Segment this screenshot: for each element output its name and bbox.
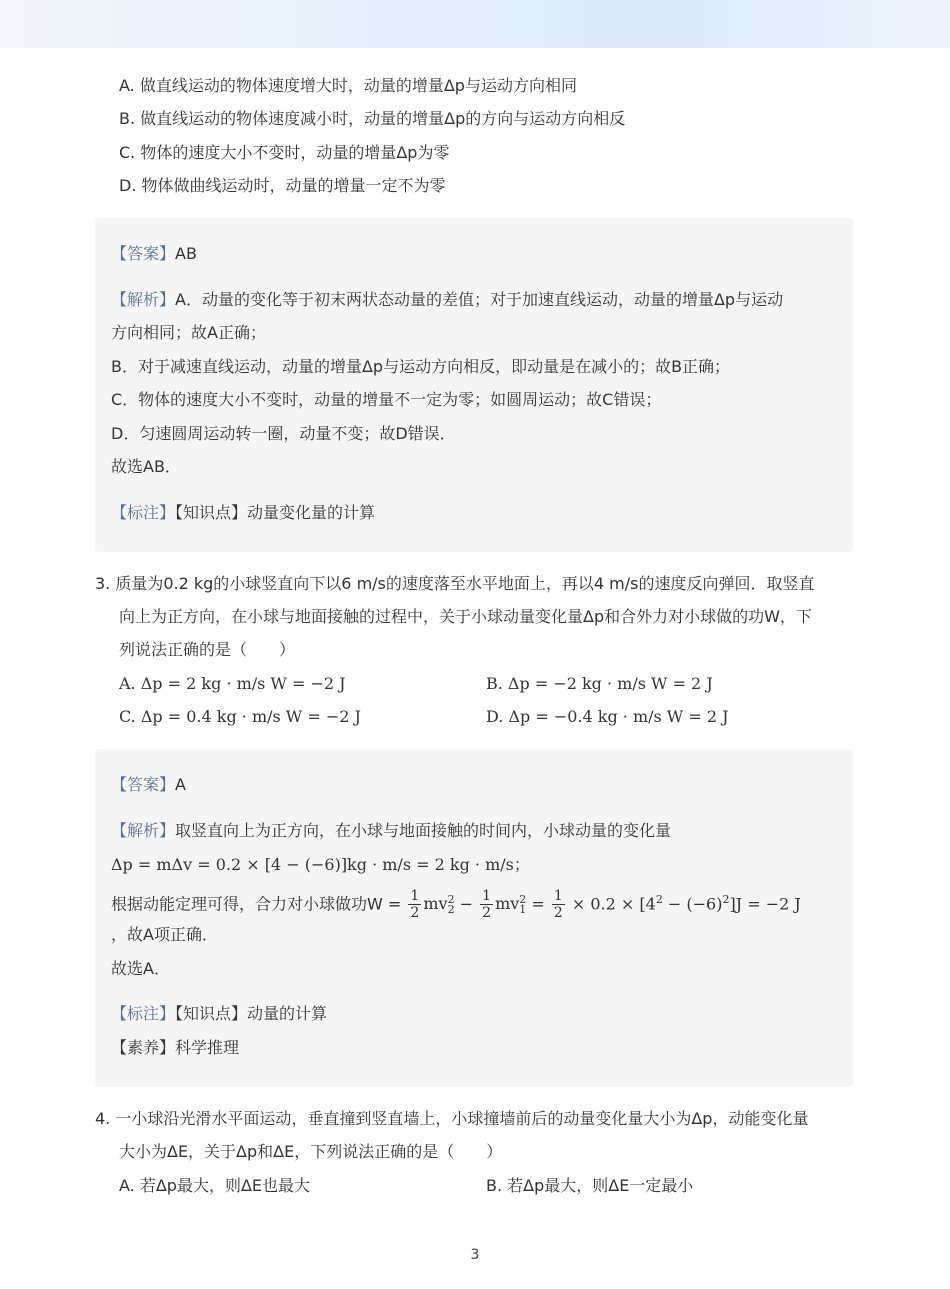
analysis-text: 取竖直向上为正方向，在小球与地面接触的时间内，小球动量的变化量	[175, 821, 672, 840]
q2-answer-line	[111, 244, 197, 264]
fraction-half-2	[480, 888, 493, 921]
q4-option-a: A. 若Δp最大，则ΔE也最大	[119, 1176, 310, 1195]
analysis-tag: 【解析】	[111, 821, 176, 840]
frac-num: 1	[410, 888, 420, 905]
answer-tag: 【答案】	[111, 244, 176, 263]
frac-den: 2	[410, 905, 420, 922]
work-calc-a: × 0.2 × [4	[566, 894, 656, 914]
work-formula-label: 根据动能定理可得，合力对小球做功W =	[111, 894, 402, 914]
analysis-tag: 【解析】	[111, 290, 176, 309]
q3-literacy-line: 【素养】科学推理	[111, 1038, 240, 1057]
note-tag: 【标注】	[111, 503, 176, 522]
q3-option-c: C. Δp = 0.4 kg · m/s W = −2 J	[119, 707, 361, 726]
q2-analysis-line-1	[111, 290, 783, 310]
q2-option-d: D. 物体做曲线运动时，动量的增量一定不为零	[119, 176, 446, 195]
q2-analysis-line-3: B．对于减速直线运动，动量的增量Δp与运动方向相反，即动量是在减小的；故B正确；	[111, 357, 731, 376]
q3-analysis-line-4: ，故A项正确．	[111, 925, 218, 944]
q3-option-d: D. Δp = −0.4 kg · m/s W = 2 J	[486, 707, 729, 726]
work-calc-b: − (−6)	[662, 894, 723, 914]
q3-stem-line-3: 列说法正确的是（ ）	[119, 640, 296, 659]
q4-option-b: B. 若Δp最大，则ΔE一定最小	[486, 1176, 694, 1195]
q3-option-a: A. Δp = 2 kg · m/s W = −2 J	[119, 674, 346, 693]
q2-answer-panel	[95, 218, 853, 552]
q2-option-a: A. 做直线运动的物体速度增大时，动量的增量Δp与运动方向相同	[119, 76, 577, 95]
frac-num: 1	[553, 888, 563, 905]
sq-2: 2	[722, 893, 730, 906]
answer-tag: 【答案】	[111, 775, 176, 794]
frac-den: 2	[482, 905, 492, 922]
q2-analysis-line-2: 方向相同；故A正确；	[111, 323, 266, 342]
q3-stem-line-2: 向上为正方向，在小球与地面接触的过程中，关于小球动量变化量Δp和合外力对小球做的功W，下	[119, 607, 812, 626]
q3-option-b: B. Δp = −2 kg · m/s W = 2 J	[486, 674, 713, 693]
term-mv1: $mv_1^2$	[495, 893, 527, 917]
q4-stem-line-2: 大小为ΔE，关于Δp和ΔE，下列说法正确的是（ ）	[119, 1142, 503, 1161]
fraction-half-3	[552, 888, 565, 921]
q2-analysis-line-4: C．物体的速度大小不变时，动量的增量不一定为零；如圆周运动；故C错误；	[111, 390, 662, 409]
q2-analysis-line-5: D．匀速圆周运动转一圈，动量不变；故D错误．	[111, 424, 456, 443]
q3-note-line	[111, 1004, 327, 1024]
term-mv2: $mv_2^2$	[423, 893, 455, 917]
q3-analysis-line-2: Δp = mΔv = 0.2 × [4 − (−6)]kg · m/s = 2 kg · m/s；	[111, 855, 530, 874]
header-band	[0, 0, 950, 48]
q2-option-b: B. 做直线运动的物体速度减小时，动量的增量Δp的方向与运动方向相反	[119, 109, 626, 128]
q2-note-line	[111, 503, 375, 523]
q3-stem-line-1: 3. 质量为0.2 kg的小球竖直向下以6 m/s的速度落至水平地面上，再以4 m/s的速度反向弹回．取竖直	[95, 574, 815, 593]
analysis-text: A．动量的变化等于初末两状态动量的差值；对于加速直线运动，动量的增量Δp与运动	[175, 290, 784, 309]
answer-value: A	[175, 775, 186, 794]
sq-1: 2	[655, 893, 663, 906]
answer-value: AB	[175, 244, 197, 263]
page-number: 3	[470, 1247, 480, 1263]
minus-sign: −	[454, 894, 479, 914]
fraction-half	[408, 888, 421, 921]
note-text: 【知识点】动量的计算	[175, 1004, 328, 1023]
frac-num: 1	[482, 888, 492, 905]
note-text: 【知识点】动量变化量的计算	[175, 503, 376, 522]
q3-answer-line	[111, 775, 186, 795]
work-calc-c: ]J = −2 J	[729, 894, 801, 914]
q2-option-c: C. 物体的速度大小不变时，动量的增量Δp为零	[119, 143, 450, 162]
q3-analysis-line-3	[111, 880, 801, 920]
q4-stem-line-1: 4. 一小球沿光滑水平面运动，垂直撞到竖直墙上，小球撞墙前后的动量变化量大小为Δp，动能变化量	[95, 1109, 809, 1128]
q3-analysis-line-5: 故选A．	[111, 959, 170, 978]
q3-analysis-line-1	[111, 821, 671, 841]
frac-den: 2	[553, 905, 563, 922]
equals-sign: =	[526, 894, 550, 914]
q2-analysis-line-6: 故选AB．	[111, 457, 181, 476]
note-tag: 【标注】	[111, 1004, 176, 1023]
